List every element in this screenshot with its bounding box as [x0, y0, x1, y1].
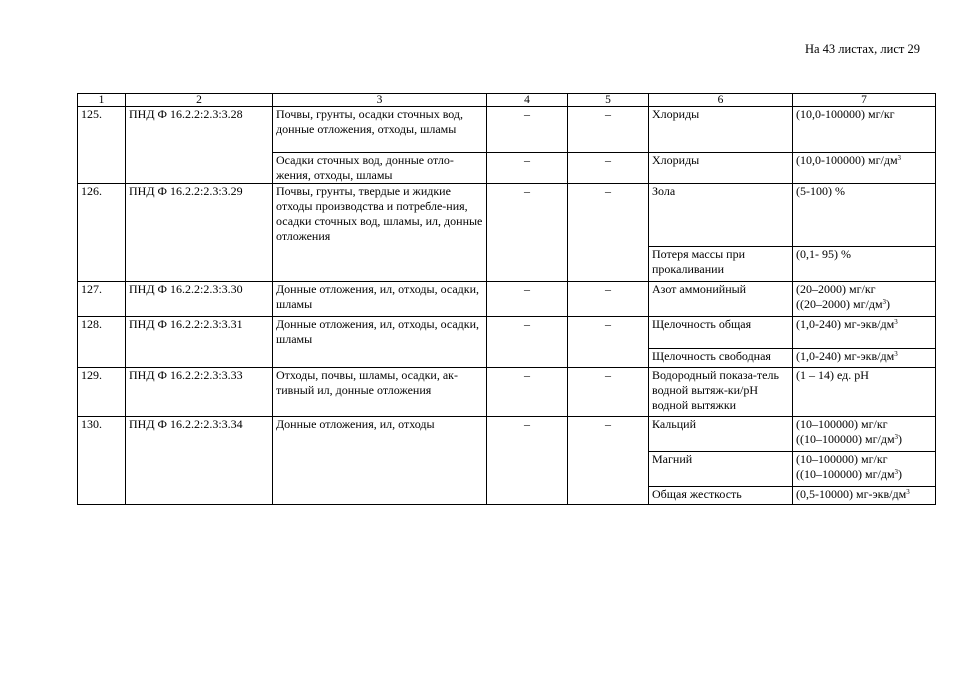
table-row	[78, 368, 936, 417]
range-text: ((20–2000) мг/дм	[796, 297, 883, 311]
range-line	[796, 432, 932, 447]
col-number: 3	[273, 94, 487, 107]
object-cell: Почвы, грунты, твердые и жидкие отходы производства и потребле-ния, осадки сточных вод, шламы, ил, донные отложения	[273, 184, 487, 282]
object-cell: Донные отложения, ил, отходы	[273, 417, 487, 505]
row-number: 127.	[78, 282, 126, 317]
indicator-cell: Водородный показа-тель водной вытяж-ки/pH водной вытяжки	[649, 368, 793, 417]
dash-cell: –	[568, 282, 649, 317]
dash-cell: –	[487, 417, 568, 505]
table-row	[78, 184, 936, 247]
dash-cell: –	[487, 107, 568, 153]
method-doc: ПНД Ф 16.2.2:2.3:3.31	[126, 317, 273, 368]
row-number: 126.	[78, 184, 126, 282]
range-line: (10–100000) мг/кг	[796, 417, 888, 431]
indicator-cell: Хлориды	[649, 153, 793, 184]
dash-cell: –	[487, 184, 568, 282]
object-cell: Донные отложения, ил, отходы, осадки, шламы	[273, 282, 487, 317]
col-number: 2	[126, 94, 273, 107]
range-text: (1,0-240) мг-экв/дм	[796, 349, 895, 363]
indicator-cell: Потеря массы при прокаливании	[649, 247, 793, 282]
range-text: ((10–100000) мг/дм	[796, 432, 895, 446]
dash-cell: –	[487, 317, 568, 368]
col-number: 5	[568, 94, 649, 107]
range-cell	[793, 487, 936, 505]
table-row	[78, 417, 936, 452]
indicator-cell: Зола	[649, 184, 793, 247]
table-row	[78, 107, 936, 153]
range-text: )	[886, 297, 891, 311]
range-text: )	[898, 432, 903, 446]
sheet-info: На 43 листах, лист 29	[804, 42, 920, 56]
range-cell	[793, 452, 936, 487]
indicator-cell: Кальций	[649, 417, 793, 452]
superscript: 3	[894, 318, 898, 326]
method-doc: ПНД Ф 16.2.2:2.3:3.33	[126, 368, 273, 417]
object-cell: Почвы, грунты, осадки сточных вод, донные отложения, отходы, шламы	[273, 107, 487, 153]
dash-cell: –	[568, 317, 649, 368]
method-doc: ПНД Ф 16.2.2:2.3:3.28	[126, 107, 273, 184]
range-text: (10,0-100000) мг/дм	[796, 153, 898, 167]
row-number: 128.	[78, 317, 126, 368]
dash-cell: –	[568, 153, 649, 184]
dash-cell: –	[568, 184, 649, 282]
superscript: 3	[882, 298, 887, 306]
indicator-cell: Общая жесткость	[649, 487, 793, 505]
col-number: 1	[78, 94, 126, 107]
superscript: 3	[897, 154, 902, 162]
dash-cell: –	[487, 153, 568, 184]
dash-cell: –	[487, 368, 568, 417]
indicator-cell: Азот аммонийный	[649, 282, 793, 317]
range-line: (20–2000) мг/кг	[796, 282, 876, 296]
row-number: 125.	[78, 107, 126, 184]
range-text: (0,5-10000) мг-экв/дм	[796, 487, 907, 501]
range-cell: (5-100) %	[793, 184, 936, 247]
table-row	[78, 317, 936, 349]
superscript: 3	[894, 433, 899, 441]
indicator-cell: Магний	[649, 452, 793, 487]
dash-cell: –	[568, 368, 649, 417]
range-cell: (1 – 14) ед. рН	[793, 368, 936, 417]
range-text: )	[898, 467, 903, 481]
range-cell	[793, 282, 936, 317]
row-number: 129.	[78, 368, 126, 417]
superscript: 3	[906, 488, 910, 496]
object-cell: Донные отложения, ил, отходы, осадки, шламы	[273, 317, 487, 368]
dash-cell: –	[487, 282, 568, 317]
range-cell	[793, 153, 936, 184]
dash-cell: –	[568, 107, 649, 153]
indicator-cell: Щелочность общая	[649, 317, 793, 349]
methods-table	[77, 93, 936, 505]
dash-cell: –	[568, 417, 649, 505]
range-line	[796, 297, 932, 312]
indicator-cell: Хлориды	[649, 107, 793, 153]
indicator-cell: Щелочность свободная	[649, 349, 793, 368]
col-number: 7	[793, 94, 936, 107]
object-cell: Отходы, почвы, шламы, осадки, ак-тивный ил, донные отложения	[273, 368, 487, 417]
range-cell	[793, 417, 936, 452]
column-number-row	[78, 94, 936, 107]
col-number: 6	[649, 94, 793, 107]
range-cell	[793, 317, 936, 349]
col-number: 4	[487, 94, 568, 107]
superscript: 3	[894, 350, 898, 358]
range-text: (1,0-240) мг-экв/дм	[796, 317, 895, 331]
method-doc: ПНД Ф 16.2.2:2.3:3.34	[126, 417, 273, 505]
range-text: ((10–100000) мг/дм	[796, 467, 895, 481]
range-cell	[793, 349, 936, 368]
method-doc: ПНД Ф 16.2.2:2.3:3.29	[126, 184, 273, 282]
range-cell: (0,1- 95) %	[793, 247, 936, 282]
range-line	[796, 467, 932, 482]
row-number: 130.	[78, 417, 126, 505]
range-cell: (10,0-100000) мг/кг	[793, 107, 936, 153]
table-row	[78, 282, 936, 317]
superscript: 3	[894, 468, 899, 476]
object-cell: Осадки сточных вод, донные отло-жения, отходы, шламы	[273, 153, 487, 184]
range-line: (10–100000) мг/кг	[796, 452, 888, 466]
method-doc: ПНД Ф 16.2.2:2.3:3.30	[126, 282, 273, 317]
